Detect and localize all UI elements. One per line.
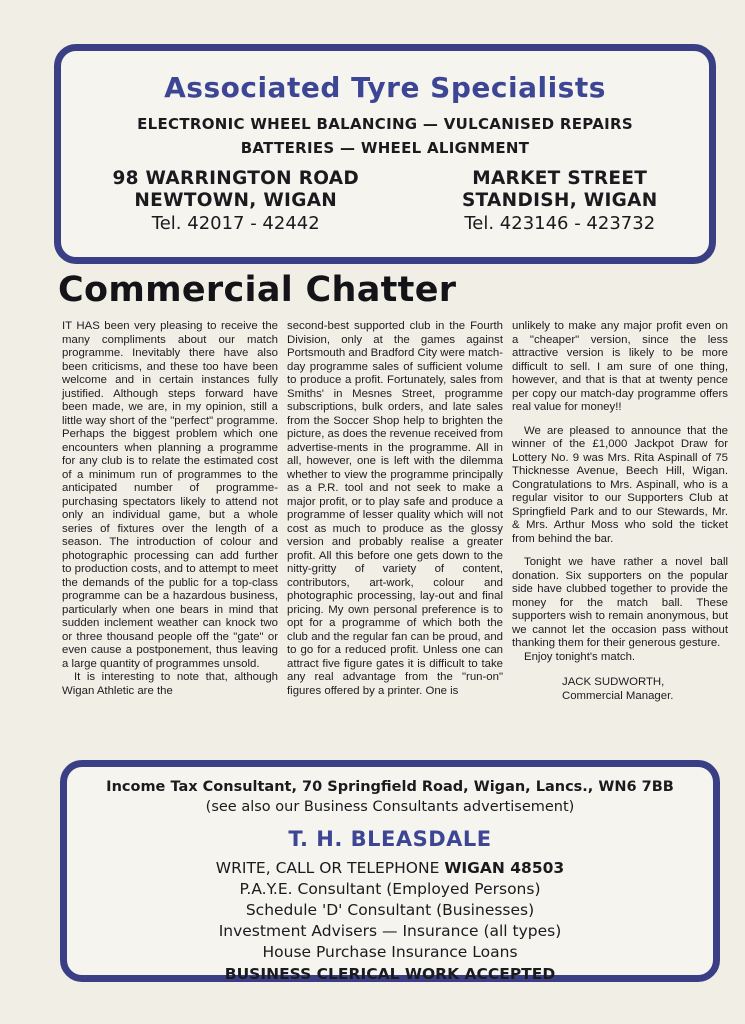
contact-number: WIGAN 48503 <box>444 859 565 877</box>
address-line-2: STANDISH, WIGAN <box>461 190 658 211</box>
advert-name: T. H. BLEASDALE <box>288 827 492 851</box>
signature-title: Commercial Manager. <box>562 689 674 702</box>
article-paragraph: Enjoy tonight's match. <box>524 650 636 663</box>
article-paragraph: unlikely to make any major profit even on a "cheaper" version, since the less attractive version is likely to be more difficult to sell. I am sure of one thing, however, and that is that at twenty pence per copy our match-day programme offers real value for money!! <box>512 320 728 413</box>
contact-prefix: WRITE, CALL OR TELEPHONE <box>215 859 445 877</box>
article-column-2 <box>287 320 503 740</box>
article-paragraph: It is interesting to note that, although Wigan Athletic are the <box>62 671 278 697</box>
address-telephone: Tel. 42017 - 42442 <box>151 213 320 234</box>
address-line-1: 98 WARRINGTON ROAD <box>112 168 360 189</box>
advert-services <box>61 112 709 160</box>
advert-contact <box>67 857 713 879</box>
article-heading: Commercial Chatter <box>58 270 457 310</box>
address-warrington-road <box>112 168 359 236</box>
advert-address-line: Income Tax Consultant, 70 Springfield Road, Wigan, Lancs., WN6 7BB <box>106 779 674 795</box>
advert-note-line: (see also our Business Consultants advertisement) <box>205 799 575 815</box>
article-column-1 <box>62 320 278 740</box>
services-line-1: ELECTRONIC WHEEL BALANCING — VULCANISED REPAIRS <box>137 115 633 133</box>
article-paragraph: We are pleased to announce that the winner of the £1,000 Jackpot Draw for Lottery No. 9 was Mrs. Rita Aspinall of 75 Thicknesse Avenue, Beech Hill, Wigan. Congratulations to Mrs. Aspinall, who is a regular visitor to our Supporters Club at Springfield Park and to our Stewards, Mr. & Mrs. Arthur Moss who sold the ticket from behind the bar. <box>512 424 728 545</box>
address-telephone: Tel. 423146 - 423732 <box>464 213 656 234</box>
article-paragraph: Tonight we have rather a novel ball donation. Six supporters on the popular side have clubbed together to provide the money for the match ball. These supporters wish to remain anonymous, but we cannot let the occasion pass without thanking them for their generous gesture. <box>512 556 728 649</box>
address-line-1: MARKET STREET <box>472 168 648 189</box>
article-column-3 <box>512 320 728 740</box>
article-body <box>62 320 728 740</box>
signature-name: JACK SUDWORTH, <box>562 676 665 688</box>
advert-service: Investment Advisers — Insurance (all types) <box>218 922 562 940</box>
advert-addresses <box>61 168 709 236</box>
article-signature <box>512 676 728 703</box>
bleasdale-advert <box>60 760 720 982</box>
article-paragraph: IT HAS been very pleasing to receive the many compliments about our match programme. Inevitably there have also been criticisms, and these too have been welcome and in certain instances fully justified. Although steps forward have been made, we are, in my opinion, still a little way short of the "perfect" programme. Perhaps the biggest problem which one encounters when planning a programme for any club is to relate the estimated cost of a minimum run of programmes to the anticipated number of programme-purchasing spectators likely to attend not only an individual game, but a whole series of fixtures over the length of a season. The introduction of colour and photographic processing can add further to production costs, and to attempt to meet the demands of the public for a top-class programme can be a hazardous business, particularly when one bears in mind that sudden inclement weather can knock two or three thousand people off the "gate" or even cause a postponement, thus leaving a large quantity of programmes unsold. <box>62 320 278 670</box>
address-market-street <box>462 168 658 236</box>
advert-service: Schedule 'D' Consultant (Businesses) <box>245 901 535 919</box>
advert-service: P.A.Y.E. Consultant (Employed Persons) <box>239 880 541 898</box>
advert-final-line: BUSINESS CLERICAL WORK ACCEPTED <box>224 965 556 983</box>
services-line-2: BATTERIES — WHEEL ALIGNMENT <box>240 139 530 157</box>
tyre-specialists-advert <box>54 44 716 264</box>
address-line-2: NEWTOWN, WIGAN <box>134 190 338 211</box>
advert-title: Associated Tyre Specialists <box>164 71 606 104</box>
advert-service: House Purchase Insurance Loans <box>262 943 518 961</box>
article-paragraph: second-best supported club in the Fourth Division, only at the games against Portsmouth and Bradford City were match-day programme sales of sufficient volume to produce a profit. Fortunately, sales from Smiths' in Mesnes Street, programme subscriptions, bulk orders, and late sales from the Soccer Shop help to brighten the picture, as does the revenue received from advertise-ments in the programme. All in all, however, one is left with the dilemma whether to view the programme principally as a P.R. tool and not seek to make a major profit, or to play safe and produce a programme of lesser quality which will not cost as much to produce as the glossy version and probably realise a greater profit. All this before one gets down to the nitty-gritty of variety of content, contributors, art-work, colour and photographic processing, lay-out and final pricing. My own personal preference is to opt for a programme of which both the club and the regular fan can be proud, and to go for a reduced profit. Unless one can attract five figure gates it is difficult to take any real advantage from the "run-on" figures offered by a printer. One is <box>287 320 503 697</box>
